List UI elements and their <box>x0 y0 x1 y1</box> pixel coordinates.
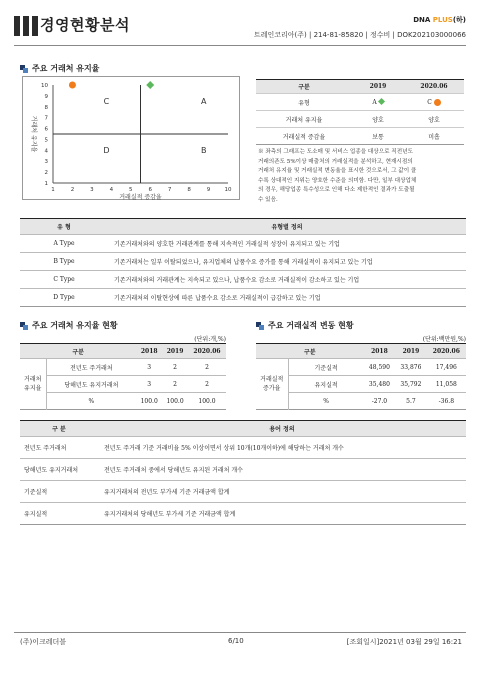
retention-cell: 3 <box>147 380 152 388</box>
typedef-type: B Type <box>53 258 75 265</box>
retention-cell: 2 <box>205 380 209 388</box>
note-line: 거래처 유지율 및 거래실적 변동율을 표시한 것으로서, 그 값이 클 <box>258 168 417 174</box>
type-2019: A <box>352 94 404 111</box>
section-square-icon <box>20 322 28 330</box>
diamond-marker-icon <box>378 97 385 104</box>
retention-table <box>20 343 226 410</box>
growth-2020: 미흡 <box>428 133 440 141</box>
perf-head-2020: 2020.06 <box>427 344 466 359</box>
retention-2020: 양호 <box>428 116 440 124</box>
retention-row-label: 전년도 주거래처 <box>70 364 113 372</box>
term-desc: 유지거래처의 전년도 부가세 기준 거래금액 합계 <box>104 489 230 496</box>
terms-table <box>20 420 466 525</box>
note-line: 수 있음. <box>258 196 278 203</box>
retention-head-2018: 2018 <box>136 344 162 359</box>
type-row-label: 유형 <box>298 99 310 107</box>
performance-table <box>256 343 466 410</box>
x-tick-label: 2 <box>70 187 75 193</box>
terms-head-item: 구 분 <box>20 421 98 437</box>
term-desc: 전년도 주거래 기준 거래비율 5% 이상이면서 상위 10개(10개이하)에 해당하는 거래처 개수 <box>104 445 344 452</box>
retention-cell: 100.0 <box>166 397 184 405</box>
footer-company: (주)이크레더블 <box>20 638 67 646</box>
section-square-icon <box>20 65 28 73</box>
y-tick-label: 9 <box>44 93 48 100</box>
perf-cell: 48,590 <box>368 363 390 371</box>
perf-head-2019: 2019 <box>395 344 427 359</box>
retention-row-label: 당해년도 유지거래처 <box>64 381 119 389</box>
circle-marker-icon <box>434 99 441 106</box>
perf-cell: 5.7 <box>406 397 416 405</box>
term-desc: 전년도 주거래처 중에서 당해년도 유지된 거래처 개수 <box>104 467 243 474</box>
scatter-chart <box>23 77 241 201</box>
note-line: 의 경우, 해당업종 특수성으로 인해 다소 제한적인 결과가 도출될 <box>258 187 415 193</box>
retention-cell: 100.0 <box>198 397 216 405</box>
growth-2019: 보통 <box>372 133 384 141</box>
perf-cell: 35,792 <box>400 380 422 388</box>
perf-row-label: 기준실적 <box>314 364 338 372</box>
retention-unit: (단위:개,%) <box>194 336 226 343</box>
y-tick-label: 4 <box>44 148 48 155</box>
perf-head-2018: 2018 <box>364 344 396 359</box>
note-line: 수록 상대적인 지위는 양호한 수준을 의미함. 다만, 일부 대상업체 <box>258 177 417 184</box>
term-desc: 유지거래처의 당해년도 부가세 기준 거래금액 합계 <box>104 511 236 518</box>
x-tick-label: 7 <box>167 187 172 193</box>
retention-cell: 2 <box>173 363 177 371</box>
retention-head-2020: 2020.06 <box>188 344 226 359</box>
type-summary-table <box>256 79 464 145</box>
y-tick-label: 5 <box>44 137 48 144</box>
type-col-2019: 2019 <box>352 80 404 94</box>
quadrant-label-b: B <box>200 146 207 156</box>
type-2020: C <box>404 94 464 111</box>
y-axis-label: 거래처 유지율 <box>30 115 37 153</box>
header-divider <box>14 45 466 46</box>
terms-head-def: 용어 정의 <box>98 421 466 437</box>
y-tick-label: 2 <box>44 170 48 177</box>
x-axis-label: 거래실적 증감율 <box>119 194 162 201</box>
perf-cell: 33,876 <box>400 363 422 371</box>
x-tick-label: 3 <box>90 187 94 193</box>
type-col-2020: 2020.06 <box>404 80 464 94</box>
note-line: 거래의존도 5%이상 매출처의 거래실적을 분석하고, 현재시점의 <box>258 158 413 165</box>
x-tick-label: 4 <box>109 187 114 193</box>
typedef-head-def: 유형별 정의 <box>108 219 466 235</box>
brand-logo: DNA PLUS(하) <box>413 16 466 24</box>
perf-cell: 11,058 <box>435 380 457 388</box>
y-tick-label: 6 <box>44 126 48 133</box>
perf-group-label: 거래실적 증가율 <box>256 359 288 410</box>
x-tick-label: 10 <box>224 187 232 193</box>
data-point-circle <box>69 82 76 89</box>
term-label: 기준실적 <box>24 489 48 496</box>
typedef-type: A Type <box>53 240 75 247</box>
perf-row-label: 유지실적 <box>314 381 338 389</box>
quadrant-label-d: D <box>103 146 110 156</box>
page-number: 6/10 <box>228 637 244 645</box>
x-tick-label: 8 <box>187 187 191 193</box>
y-tick-label: 8 <box>44 104 48 111</box>
x-tick-label: 1 <box>51 187 55 193</box>
retention-group-label: 거래처 유지율 <box>20 359 46 410</box>
footer-divider <box>14 632 466 633</box>
perf-cell: 35,480 <box>368 380 390 388</box>
term-label: 당해년도 유지거래처 <box>24 467 79 474</box>
section-title-retention-chart: 주요 거래처 유지율 <box>20 63 99 74</box>
y-tick-label: 7 <box>44 115 48 122</box>
typedef-type: C Type <box>53 276 75 283</box>
retention-head: 구분 <box>20 344 136 359</box>
perf-cell: -27.0 <box>371 397 388 405</box>
chart-frame <box>22 76 240 200</box>
x-tick-label: 6 <box>148 187 152 193</box>
typedef-desc: 기존거래처와의 거래관계는 지속되고 있으나, 납품수요 감소로 거래실적이 감소하고 있는 기업 <box>114 277 360 284</box>
typedef-type: D Type <box>53 294 75 301</box>
section-title-performance: 주요 거래실적 변동 현황 <box>256 320 354 331</box>
perf-cell: 17,496 <box>435 363 457 371</box>
y-tick-label: 10 <box>41 83 48 89</box>
x-tick-label: 9 <box>206 187 211 193</box>
y-tick-label: 1 <box>44 181 48 187</box>
quadrant-label-a: A <box>200 97 207 107</box>
footer-timestamp: [조회일시]2021년 03월 29일 16:21 <box>346 638 462 646</box>
typedef-desc: 기존거래처의 이탈현상에 따른 납품수요 감소로 거래실적이 급감하고 있는 기업 <box>114 295 321 302</box>
retention-cell: 100.0 <box>140 397 158 405</box>
page-title: 경영현황분석 <box>40 16 130 34</box>
growth-row-label: 거래실적 증감율 <box>282 133 326 141</box>
type-definition-table <box>20 218 466 307</box>
typedef-head-type: 유 형 <box>20 219 108 235</box>
term-label: 전년도 주거래처 <box>24 445 67 452</box>
retention-2019: 양호 <box>372 116 384 124</box>
retention-row-label: % <box>88 397 95 405</box>
header-logo-bars <box>14 16 38 36</box>
retention-cell: 3 <box>147 363 152 371</box>
note-line: ※ 좌측의 그래프는 도소매 및 서비스 업종을 대상으로 직전년도 <box>258 149 413 155</box>
retention-cell: 2 <box>173 380 177 388</box>
company-info: 트레인코리아(주) | 214-81-85820 | 정수비 | DOK202103000066 <box>253 31 466 39</box>
perf-cell: -36.8 <box>438 397 455 405</box>
type-col-head: 구분 <box>256 80 352 94</box>
perf-head: 구분 <box>256 344 364 359</box>
typedef-desc: 기존거래처와의 양호한 거래관계를 통해 지속적인 거래실적 성장이 유지되고 있는 기업 <box>114 241 340 248</box>
perf-row-label: % <box>323 397 329 405</box>
section-square-icon <box>256 322 264 330</box>
quadrant-label-c: C <box>103 97 110 107</box>
retention-cell: 2 <box>205 363 209 371</box>
retention-head-2019: 2019 <box>162 344 188 359</box>
data-point-diamond <box>146 81 154 89</box>
performance-unit: (단위:백만원,%) <box>422 336 466 343</box>
section-title-retention-status: 주요 거래처 유지율 현황 <box>20 320 118 331</box>
retention-row-label: 거래처 유지율 <box>285 116 323 124</box>
chart-note <box>258 148 466 205</box>
x-tick-label: 5 <box>129 187 133 193</box>
typedef-desc: 기존거래처는 일부 이탈되었으나, 유지업체의 납품수요 증가를 통해 거래실적이 유지되고 있는 기업 <box>114 259 373 266</box>
y-tick-label: 3 <box>44 159 48 166</box>
term-label: 유지실적 <box>24 511 48 518</box>
